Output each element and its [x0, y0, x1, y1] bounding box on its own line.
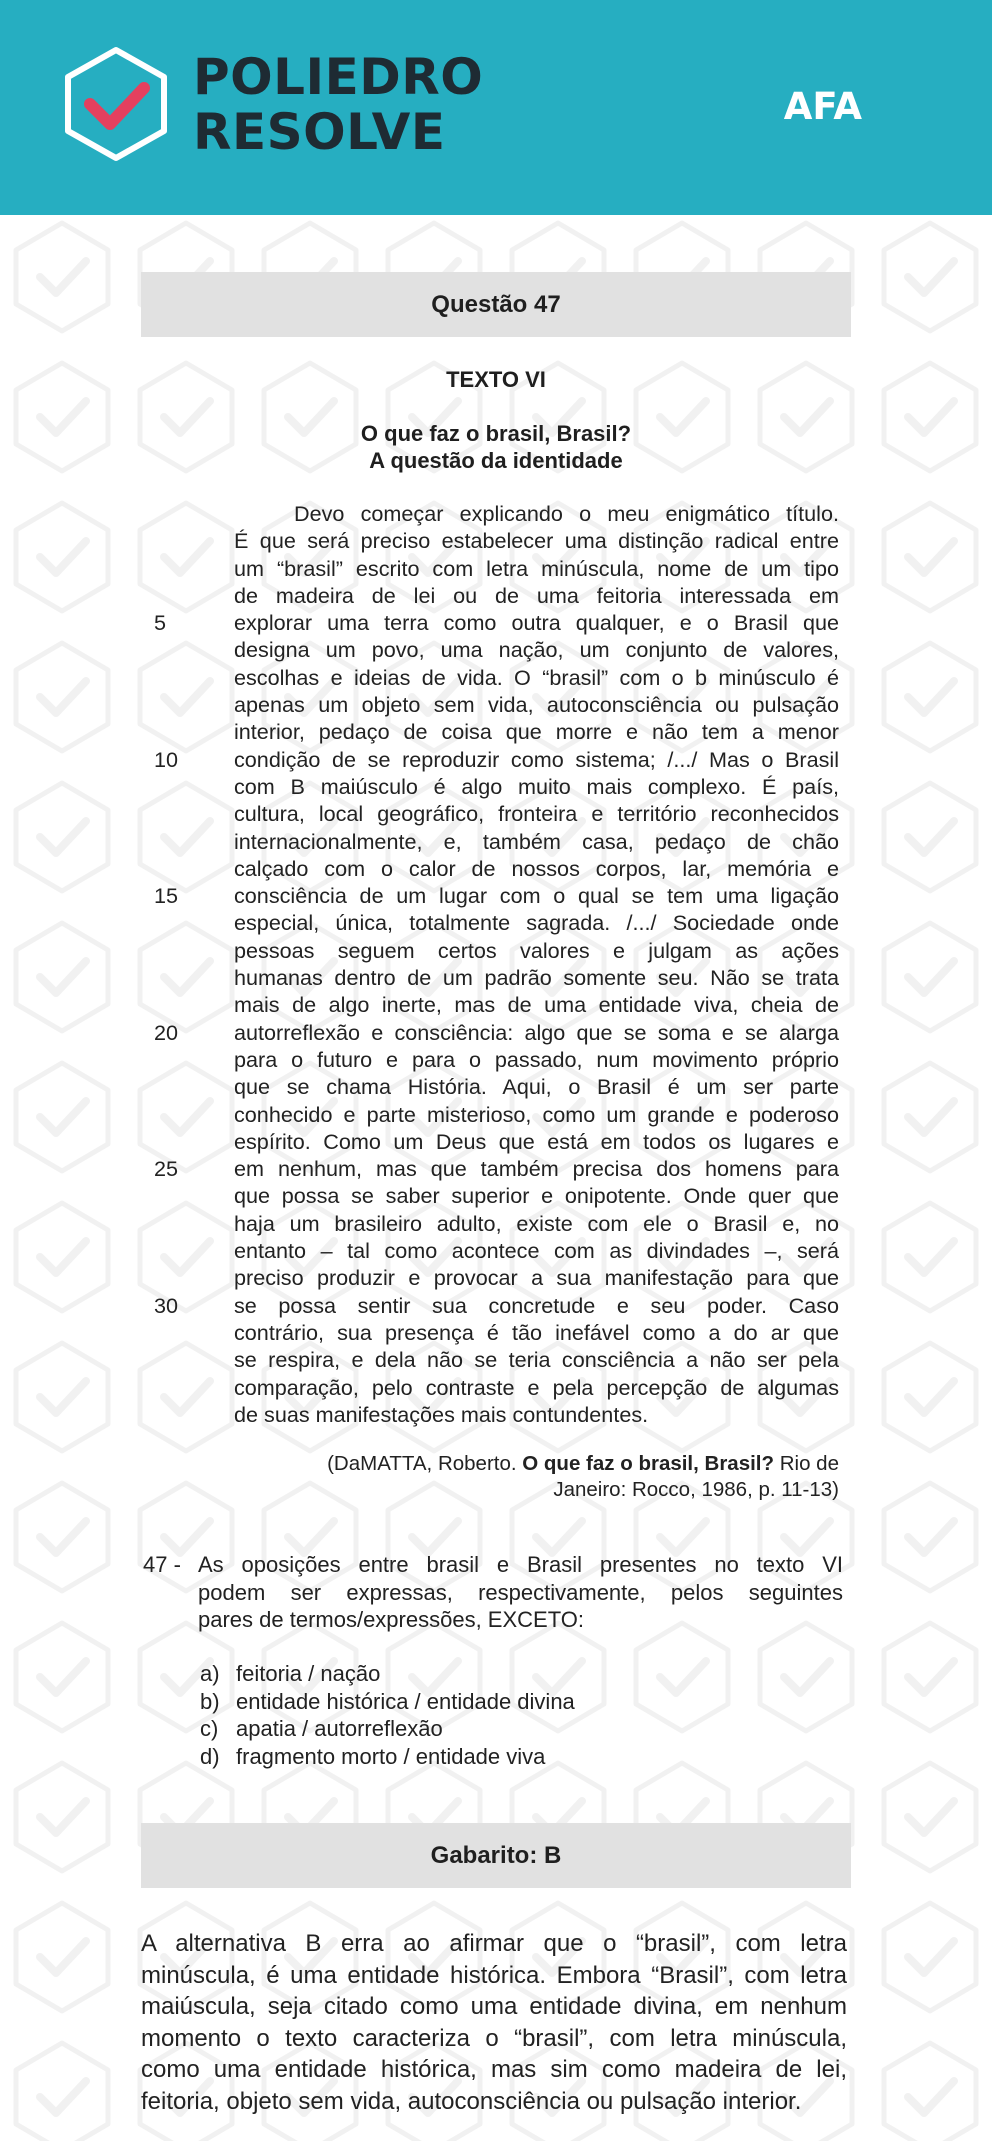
brand-line-1: POLIEDRO: [193, 48, 484, 106]
passage-line: [234, 664, 839, 691]
passage-line-text: calçado com o calor de nossos corpos, lar, memória e: [234, 855, 839, 881]
text-label: TEXTO VI: [446, 367, 546, 392]
question-line: pares de termos/expressões, EXCETO:: [198, 1607, 584, 1632]
passage-line-text: haja um brasileiro adulto, existe com ele o Brasil e, no: [234, 1210, 839, 1236]
passage-line: [234, 1101, 839, 1128]
passage-line: [234, 500, 839, 527]
passage-line: [234, 773, 839, 800]
passage-line-text: comparação, pelo contraste e pela percepção de algumas: [234, 1374, 839, 1400]
passage-line: [234, 555, 839, 582]
question-bar: Questão 47: [141, 272, 851, 337]
option-text: entidade histórica / entidade divina: [236, 1688, 575, 1714]
passage-line-text: cultura, local geográfico, fronteira e território reconhecidos: [234, 801, 839, 827]
citation-prefix: (DaMATTA, Roberto.: [327, 1452, 523, 1475]
question-line: As oposições entre brasil e Brasil presentes no texto VI: [198, 1552, 843, 1577]
line-number: 15: [154, 883, 179, 909]
passage-line-text: humanas dentro de um padrão somente seu. Não se trata: [234, 965, 839, 991]
passage-line-text: espírito. Como um Deus que está em todos os lugares e: [234, 1128, 839, 1154]
explanation-line: feitoria, objeto sem vida, autoconsciência ou pulsação interior.: [141, 2087, 802, 2115]
question-text: [198, 1551, 843, 1634]
option-letter: c): [200, 1716, 219, 1741]
passage-line-text: escolhas e ideias de vida. O “brasil” com o b minúsculo é: [234, 664, 839, 690]
passage-line: [234, 964, 839, 991]
passage-line: [234, 991, 839, 1018]
passage-line: [234, 800, 839, 827]
passage-line-text: É que será preciso estabelecer uma distinção radical entre: [234, 528, 839, 554]
passage-line: [234, 1128, 839, 1155]
passage-line: [234, 1319, 839, 1346]
passage-text: [154, 500, 839, 1428]
brand-wordmark: [193, 50, 483, 160]
exam-tag: AFA: [783, 85, 862, 128]
passage-line-text: pessoas seguem certos valores e julgam as ações: [234, 937, 839, 963]
passage-line: [234, 1346, 839, 1373]
line-number: 10: [154, 746, 179, 772]
passage-line-text: entanto – tal como acontece com as divindades –, será: [234, 1238, 839, 1264]
passage-line: [234, 937, 839, 964]
passage-line-text: Devo começar explicando o meu enigmático título.: [294, 501, 839, 526]
passage-line-text: de suas manifestações mais contundentes.: [234, 1401, 649, 1427]
answer-options: [200, 1660, 575, 1770]
citation-line-2: Janeiro: Rocco, 1986, p. 11-13): [553, 1478, 839, 1501]
passage-line-text: de madeira de lei ou de uma feitoria interessada em: [234, 582, 839, 608]
passage-line-text: apenas um objeto sem vida, autoconsciência ou pulsação: [234, 692, 839, 718]
option-c: [200, 1715, 575, 1743]
passage-line: [234, 1237, 839, 1264]
passage-line-text: preciso produzir e provocar a sua manifestação para que: [234, 1265, 839, 1291]
passage-line-text: um “brasil” escrito com letra minúscula, nome de um tipo: [234, 555, 839, 581]
passage-line: [234, 718, 839, 745]
passage-line: [154, 1155, 839, 1182]
passage-line: [234, 1210, 839, 1237]
passage-title-line-2: A questão da identidade: [369, 448, 623, 473]
option-letter: d): [200, 1743, 220, 1769]
explanation-line: como uma entidade histórica, mas sim como madeira de lei,: [141, 2056, 847, 2083]
question-number: 47 -: [143, 1552, 181, 1577]
passage-line: [234, 1374, 839, 1401]
option-text: fragmento morto / entidade viva: [236, 1743, 546, 1769]
answer-bar: Gabarito: B: [141, 1823, 851, 1888]
passage-line: [154, 882, 839, 909]
line-number: 25: [154, 1156, 179, 1182]
explanation-line: minúscula, é uma entidade histórica. Embora “Brasil”, com letra: [141, 1961, 847, 1989]
passage-line-text: contrário, sua presença é tão inefável como a do ar que: [234, 1319, 839, 1345]
explanation-text: [141, 1928, 847, 2117]
line-number: 20: [154, 1019, 179, 1045]
passage-line: [234, 828, 839, 855]
passage-line: [234, 1046, 839, 1073]
passage-line-text: que se chama História. Aqui, o Brasil é um ser parte: [234, 1074, 839, 1100]
option-text: feitoria / nação: [236, 1661, 381, 1686]
option-letter: a): [200, 1661, 220, 1686]
option-letter: b): [200, 1688, 220, 1714]
hexagon-checkmark-icon: [60, 44, 172, 164]
passage-line-text: designa um povo, uma nação, um conjunto de valores,: [234, 637, 839, 663]
passage-line-text: interior, pedaço de coisa que morre e não tem a menor: [234, 719, 839, 745]
passage-line-text: mais de algo inerte, mas de uma entidade viva, cheia de: [234, 992, 839, 1018]
header-banner: [0, 0, 992, 215]
option-a: [200, 1660, 575, 1688]
passage-line: [234, 527, 839, 554]
passage-line-text: com B maiúsculo é algo muito mais complexo. É país,: [234, 773, 839, 799]
passage-line: [154, 609, 839, 636]
passage-line-text: internacionalmente, e, também casa, pedaço de chão: [234, 828, 839, 854]
passage-line: [234, 855, 839, 882]
passage-line: [234, 582, 839, 609]
explanation-line: maiúscula, seja citado como uma entidade divina, em nenhum: [141, 1993, 847, 2020]
passage-line-text: condição de se reproduzir como sistema; /.../ Mas o Brasil: [234, 746, 839, 772]
passage-line-text: conhecido e parte misterioso, como um grande e poderoso: [234, 1101, 839, 1127]
passage-line-text: especial, única, totalmente sagrada. /.../ Sociedade onde: [234, 910, 839, 936]
option-d: [200, 1743, 575, 1771]
passage-line-text: explorar uma terra como outra qualquer, e o Brasil que: [234, 610, 839, 636]
citation-suffix: Rio de: [774, 1452, 839, 1475]
passage-line: [234, 1182, 839, 1209]
passage-line-text: que possa se saber superior e onipotente. Onde quer que: [234, 1183, 839, 1209]
passage-line: [234, 691, 839, 718]
passage-line-text: se respira, e dela não se teria consciência a não ser pela: [234, 1347, 839, 1373]
option-b: [200, 1688, 575, 1716]
passage-line: [234, 1073, 839, 1100]
passage-line: [234, 909, 839, 936]
passage-line-text: se possa sentir sua concretude e seu poder. Caso: [234, 1292, 839, 1318]
passage-line: [154, 1019, 839, 1046]
passage-line: [234, 1401, 839, 1428]
passage-line: [234, 636, 839, 663]
passage-line: [234, 1264, 839, 1291]
citation: [327, 1451, 839, 1503]
line-number: 30: [154, 1292, 179, 1318]
passage-title-line-1: O que faz o brasil, Brasil?: [360, 421, 632, 446]
explanation-line: A alternativa B erra ao afirmar que o “brasil”, com letra: [141, 1930, 847, 1957]
question-line: podem ser expressas, respectivamente, pelos seguintes: [198, 1579, 843, 1605]
line-number: 5: [154, 610, 167, 636]
passage-line: [154, 1292, 839, 1319]
citation-book: O que faz o brasil, Brasil?: [522, 1452, 775, 1475]
explanation-line: momento o texto caracteriza o “brasil”, com letra minúscula,: [141, 2024, 847, 2052]
passage-line-text: para o futuro e para o passado, num movimento próprio: [234, 1046, 839, 1072]
brand-line-2: RESOLVE: [193, 103, 446, 161]
passage-line: [154, 746, 839, 773]
passage-line-text: autorreflexão e consciência: algo que se soma e se alarga: [234, 1019, 839, 1045]
passage-line-text: em nenhum, mas que também precisa dos homens para: [234, 1156, 839, 1182]
passage-line-text: consciência de um lugar com o qual se tem uma ligação: [234, 883, 839, 909]
option-text: apatia / autorreflexão: [236, 1716, 443, 1741]
